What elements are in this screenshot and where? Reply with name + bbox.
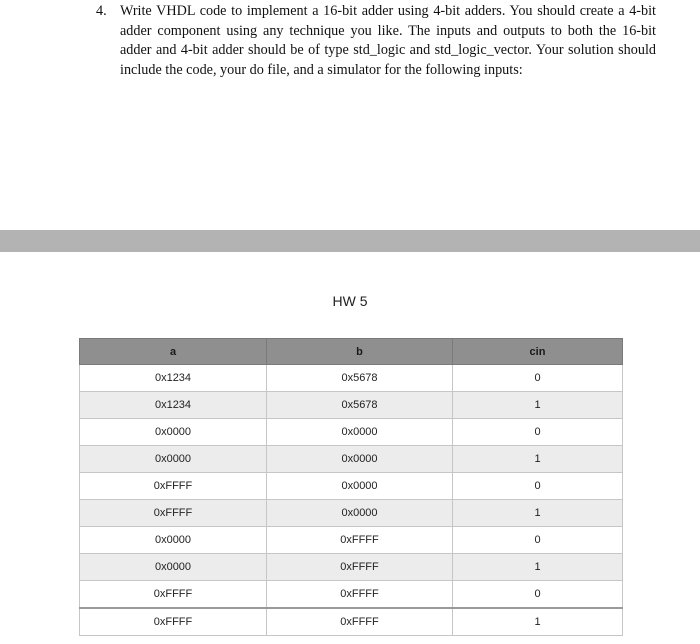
table-header-row xyxy=(80,339,623,365)
cell-cin: 1 xyxy=(453,608,623,636)
header-b: b xyxy=(267,339,453,365)
table-row xyxy=(80,581,623,609)
cell-cin: 1 xyxy=(453,500,623,527)
table-row xyxy=(80,446,623,473)
cell-a: 0x0000 xyxy=(80,554,267,581)
cell-cin: 1 xyxy=(453,554,623,581)
table-row xyxy=(80,527,623,554)
cell-cin: 0 xyxy=(453,419,623,446)
cell-a: 0xFFFF xyxy=(80,608,267,636)
table-row xyxy=(80,473,623,500)
cell-b: 0xFFFF xyxy=(267,527,453,554)
cell-cin: 0 xyxy=(453,473,623,500)
table-row xyxy=(80,419,623,446)
hw-title: HW 5 xyxy=(332,293,368,309)
page-divider-band xyxy=(0,230,700,252)
input-table xyxy=(79,338,623,636)
cell-b: 0x5678 xyxy=(267,365,453,392)
cell-b: 0x0000 xyxy=(267,419,453,446)
cell-cin: 0 xyxy=(453,365,623,392)
cell-b: 0x0000 xyxy=(267,500,453,527)
cell-cin: 0 xyxy=(453,527,623,554)
table-row xyxy=(80,608,623,636)
cell-b: 0x0000 xyxy=(267,446,453,473)
cell-b: 0x0000 xyxy=(267,473,453,500)
cell-a: 0xFFFF xyxy=(80,500,267,527)
table-row xyxy=(80,554,623,581)
table-row xyxy=(80,500,623,527)
header-cin: cin xyxy=(453,339,623,365)
cell-b: 0xFFFF xyxy=(267,581,453,609)
question-number: 4. xyxy=(96,3,107,19)
cell-a: 0x1234 xyxy=(80,392,267,419)
cell-b: 0xFFFF xyxy=(267,608,453,636)
question-text: Write VHDL code to implement a 16-bit adder using 4-bit adders. You should create a 4-bit adder component using any technique you like. The inputs and outputs to both the 16-bit adder and 4-bit adder should be of type std_logic and std_logic_vector. Your solution should include the code, your do file, and a simulator for the following inputs: xyxy=(120,3,656,78)
cell-cin: 1 xyxy=(453,446,623,473)
question-block xyxy=(96,2,656,80)
cell-b: 0xFFFF xyxy=(267,554,453,581)
cell-b: 0x5678 xyxy=(267,392,453,419)
table-row xyxy=(80,392,623,419)
cell-a: 0xFFFF xyxy=(80,473,267,500)
cell-a: 0x0000 xyxy=(80,419,267,446)
cell-a: 0xFFFF xyxy=(80,581,267,609)
table-row xyxy=(80,365,623,392)
cell-a: 0x1234 xyxy=(80,365,267,392)
header-a: a xyxy=(80,339,267,365)
cell-a: 0x0000 xyxy=(80,446,267,473)
cell-cin: 0 xyxy=(453,581,623,609)
cell-cin: 1 xyxy=(453,392,623,419)
cell-a: 0x0000 xyxy=(80,527,267,554)
